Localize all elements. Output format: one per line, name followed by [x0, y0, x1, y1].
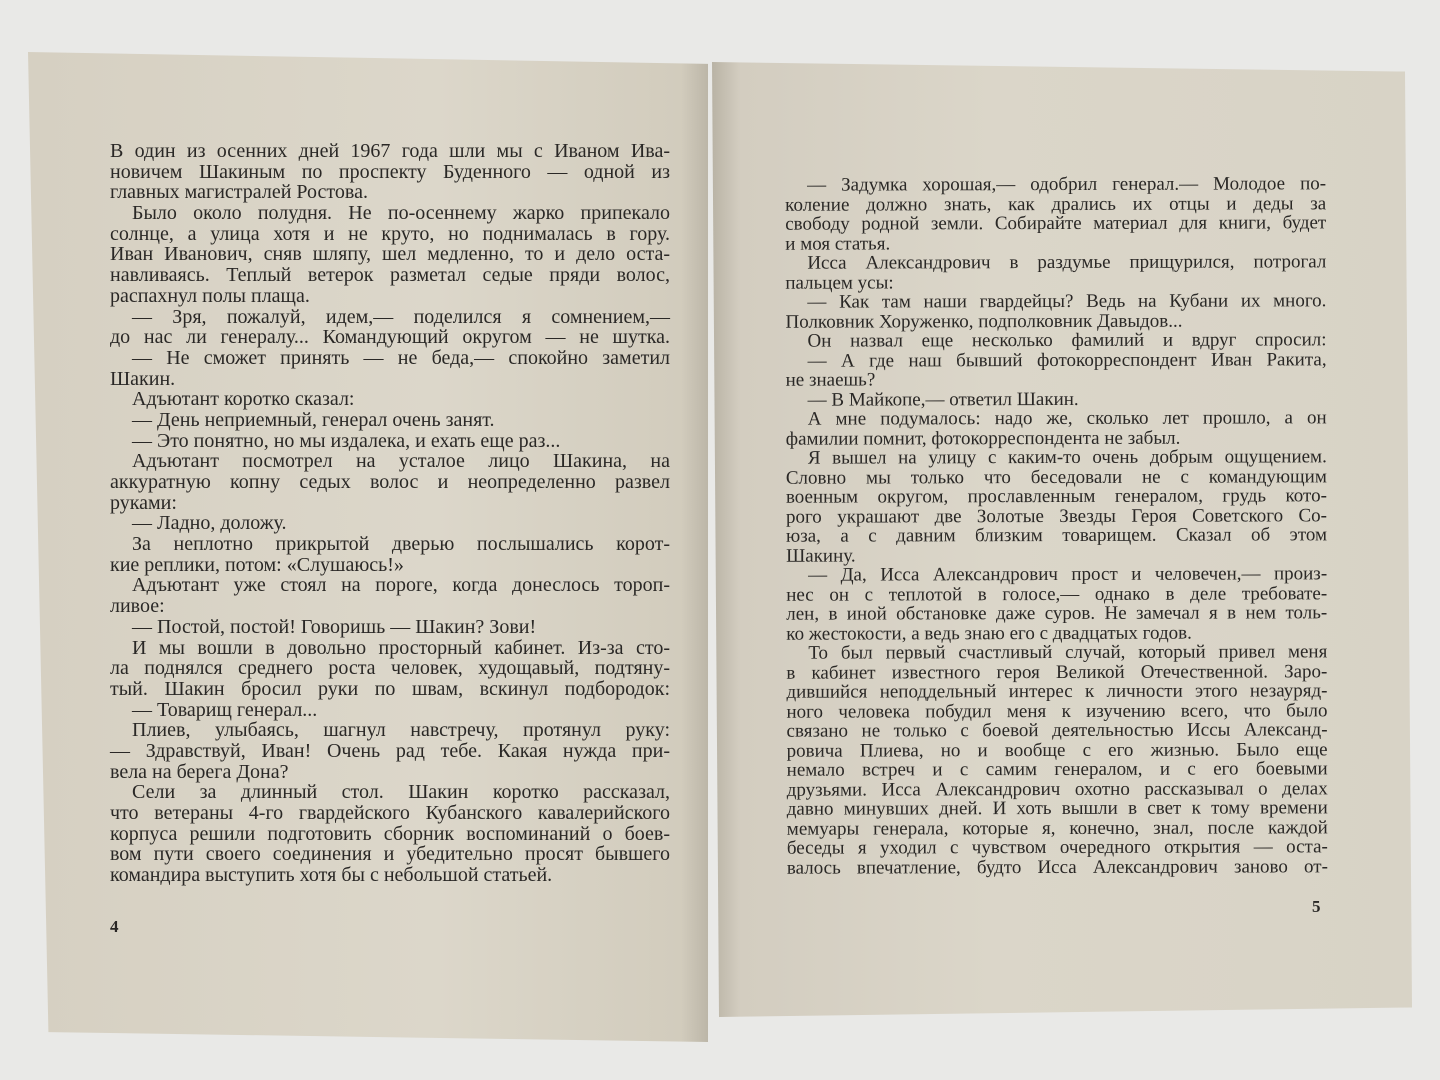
text-line: немало встреч и с самим генералом, и с его боевыми	[786, 758, 1328, 781]
text-line: лен, в иной обстановке даже суров. Не замечал я в нем толь-	[786, 602, 1328, 625]
text-line: — Задумка хорошая,— одобрил генерал.— Молодое по-	[807, 173, 1327, 196]
text-line: ного человека побудил меня к изучению всего, что было	[786, 699, 1328, 723]
text-line: — В Майкопе,— ответил Шакин.	[807, 388, 1079, 411]
text-line: нес он с теплотой в голосе,— однако в деле требовате-	[786, 582, 1328, 606]
text-line: новичем Шакиным по проспекту Буденного — одной из	[110, 160, 670, 183]
text-line: руками:	[110, 491, 177, 514]
text-line: Исса Александрович в раздумье прищурился, потрогал	[807, 251, 1327, 274]
text-line: ко жестокости, а ведь знаю его с двадцатых годов.	[786, 622, 1192, 645]
text-line: В один из осенних дней 1967 года шли мы с Иваном Ива-	[110, 140, 670, 162]
text-line: валось впечатление, будто Исса Александрович заново от-	[786, 855, 1328, 879]
text-line: ла поднялся среднего роста человек, худощавый, подтяну-	[110, 657, 670, 680]
text-line: аккуратную копну седых волос и неопределенно развел	[110, 471, 670, 493]
text-line: — Товарищ генерал...	[132, 698, 318, 721]
page-number-left: 4	[110, 917, 119, 936]
text-line: юза, а с давним близким товарищем. Сказал об этом	[785, 524, 1328, 547]
left-page-text	[110, 141, 670, 886]
text-line: ливое:	[110, 595, 165, 618]
text-line: Иван Иванович, сняв шляпу, шел медленно, то и дело оста-	[110, 243, 670, 266]
text-line: не знаешь?	[785, 369, 876, 391]
text-line: Адъютант коротко сказал:	[132, 388, 355, 411]
text-line: связано не только с боевой деятельностью Иссы Александ-	[786, 719, 1328, 742]
text-line: вела на берега Дона?	[110, 760, 289, 783]
text-line: ровича Плиева, но и вообще с его жизнью. Было еще	[786, 738, 1328, 762]
text-line: друзьями. Исса Александрович охотно рассказывал о делах	[786, 777, 1328, 801]
text-line: военным округом, прославленным генералом, грудь кото-	[785, 485, 1327, 508]
text-line: рого украшают две Золотые Звезды Героя Советского Со-	[785, 504, 1328, 528]
text-line: — Постой, постой! Говоришь — Шакин? Зови!	[132, 615, 537, 638]
text-line: Было около полудня. Не по-осеннему жарко припекало	[132, 202, 670, 225]
text-line: фамилии помнит, фотокорреспондента не забыл.	[785, 427, 1181, 450]
text-line: — Здравствуй, Иван! Очень рад тебе. Какая нужда при-	[110, 739, 670, 762]
text-line: — А где наш бывший фотокорреспондент Иван Ракита,	[807, 348, 1327, 372]
text-line: И мы вошли в довольно просторный кабинет. Из-за сто-	[132, 636, 670, 659]
right-page-text	[785, 174, 1328, 877]
text-line: Словно мы только что беседовали не с командующим	[785, 465, 1327, 489]
text-line: главных магистралей Ростова.	[110, 181, 368, 204]
text-line: Я вышел на улицу с каким-то очень добрым ощущением.	[807, 446, 1327, 469]
text-line: Полковник Хоруженко, подполковник Давыдов...	[785, 310, 1183, 333]
text-line: мемуары генерала, которые я, конечно, знал, после каждой	[786, 816, 1328, 840]
text-line: солнце, а улица хотя и не круто, но поднималась в гору.	[110, 222, 670, 245]
text-line: навливаясь. Теплый ветерок разметал седые пряди волос,	[110, 264, 670, 287]
text-line: до нас ли генералу... Командующий округом — не шутка.	[110, 326, 670, 349]
text-line: тый. Шакин бросил руки по швам, вскинул подбородок:	[110, 677, 670, 700]
text-line: — Как там наши гвардейцы? Ведь на Кубани их много.	[807, 290, 1327, 313]
text-line: коление должно знать, как дрались их отцы и деды за	[785, 192, 1327, 216]
text-line: — Не сможет принять — не беда,— спокойно заметил	[132, 346, 670, 369]
text-line: Адъютант уже стоял на пороге, когда донеслось тороп-	[132, 574, 670, 597]
text-line: — Зря, пожалуй, идем,— поделился я сомнением,—	[132, 305, 670, 328]
text-line: Он назвал еще несколько фамилий и вдруг спросил:	[807, 329, 1327, 352]
page-number-right: 5	[1312, 897, 1321, 916]
text-line: корпуса решили подготовить сборник воспоминаний о боев-	[110, 822, 670, 845]
text-line: дившийся неподдельный интерес к личности этого незауряд-	[786, 680, 1328, 703]
text-line: давно минувших дней. И хоть вышли в свет к тому времени	[786, 797, 1328, 820]
text-line: За неплотно прикрытой дверью послышались корот-	[132, 533, 670, 556]
text-line: и моя статья.	[785, 232, 891, 255]
text-line: — День неприемный, генерал очень занят.	[132, 408, 495, 431]
text-line: командира выступить хотя бы с небольшой статьей.	[110, 864, 553, 887]
text-line: Плиев, улыбаясь, шагнул навстречу, протянул руку:	[132, 719, 670, 742]
text-line: А мне подумалось: надо же, сколько лет прошло, а он	[807, 407, 1327, 430]
text-line: свободу родной земли. Собирайте материал для книги, будет	[785, 212, 1327, 235]
text-line: Шакину.	[786, 545, 856, 567]
text-line: вом пути своего соединения и убедительно просят бывшего	[110, 843, 670, 866]
text-line: беседы я уходил с чувством очередного открытия — оста-	[786, 836, 1328, 859]
text-line: Шакин.	[110, 367, 176, 390]
text-line: распахнул полы плаща.	[110, 284, 310, 307]
text-line: Сели за длинный стол. Шакин коротко рассказал,	[132, 781, 670, 804]
text-line: в кабинет известного героя Великой Отечественной. Заро-	[786, 660, 1328, 684]
text-line: — Ладно, доложу.	[132, 512, 287, 535]
text-line: что ветераны 4-го гвардейского Кубанского кавалерийского	[110, 802, 670, 824]
text-line: — Это понятно, но мы издалека, и ехать еще раз...	[132, 429, 561, 452]
text-line: То был первый счастливый случай, который привел меня	[808, 641, 1328, 664]
text-line: кие реплики, потом: «Слушаюсь!»	[110, 553, 404, 576]
text-line: — Да, Исса Александрович прост и человечен,— произ-	[808, 563, 1328, 586]
text-line: Адъютант посмотрел на усталое лицо Шакина, на	[132, 450, 670, 473]
text-line: пальцем усы:	[785, 271, 894, 294]
